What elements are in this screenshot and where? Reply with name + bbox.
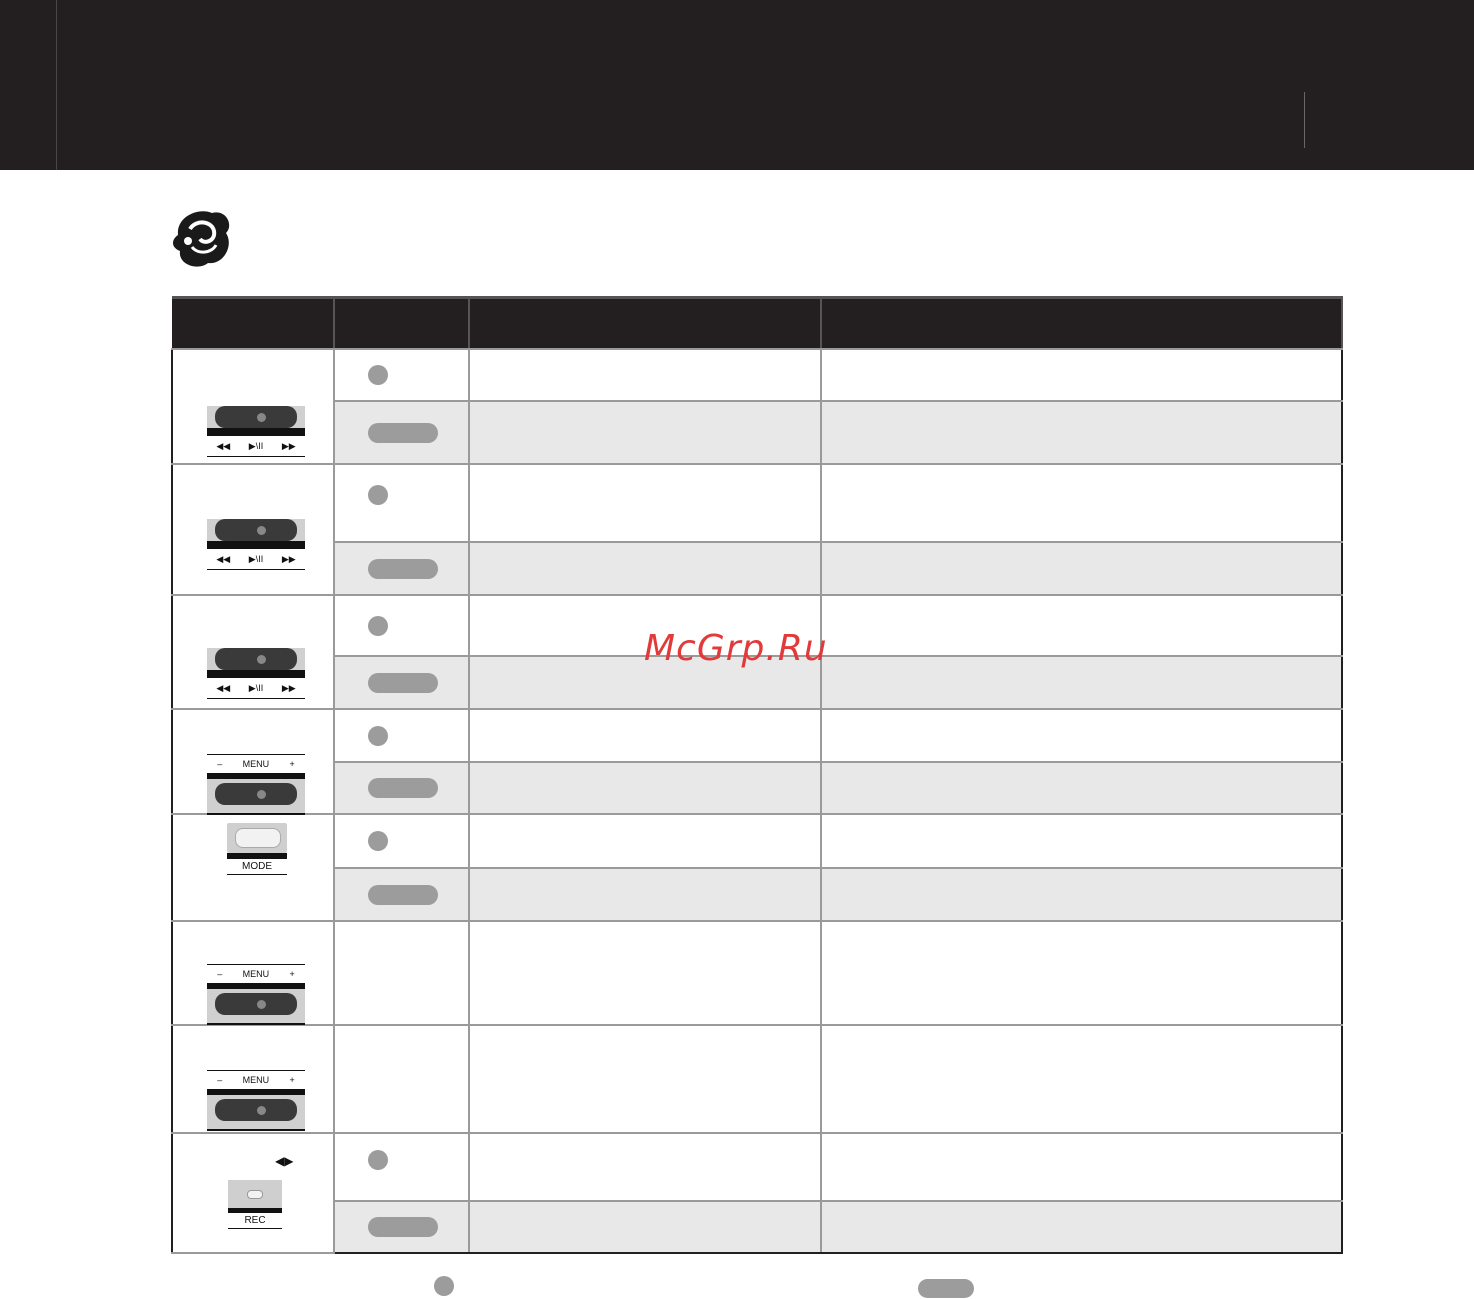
short-press-icon — [368, 1150, 388, 1170]
button-image-cell — [172, 595, 334, 709]
short-press-icon — [368, 365, 388, 385]
function-cell — [469, 401, 821, 464]
rocker-button-image — [207, 642, 305, 699]
long-press-icon — [368, 673, 438, 693]
press-cell — [334, 595, 469, 656]
menu-label: MENU — [242, 1075, 270, 1085]
press-cell — [334, 656, 469, 709]
header-divider-left — [56, 0, 57, 170]
menu-label: MENU — [242, 759, 270, 769]
short-press-icon — [368, 485, 388, 505]
description-cell — [821, 709, 1342, 762]
long-press-icon — [368, 778, 438, 798]
description-cell — [821, 542, 1342, 595]
plus-icon: + — [289, 759, 295, 769]
button-image-cell — [172, 921, 334, 1025]
header-cell-press — [334, 298, 469, 350]
minus-icon: – — [217, 759, 223, 769]
watermark-text: McGrp.Ru — [644, 628, 828, 669]
menu-button-image — [207, 964, 305, 1025]
description-cell — [821, 1201, 1342, 1253]
description-cell — [821, 1133, 1342, 1201]
function-cell — [469, 464, 821, 542]
header-cell-button — [172, 298, 334, 350]
long-press-icon — [368, 885, 438, 905]
table-row — [172, 868, 1342, 921]
rocker-button-image — [207, 513, 305, 570]
button-image-cell — [172, 464, 334, 595]
menu-label: MENU — [242, 969, 270, 979]
press-cell — [334, 464, 469, 542]
play-pause-icon: ▶\II — [248, 553, 264, 564]
function-cell — [469, 762, 821, 814]
mode-label: MODE — [227, 859, 287, 875]
rewind-icon: ◀◀ — [216, 682, 231, 693]
forward-icon: ▶▶ — [281, 682, 296, 693]
description-cell — [821, 595, 1342, 656]
press-cell — [334, 401, 469, 464]
button-image-cell — [172, 1025, 334, 1133]
table-header-row — [172, 298, 1342, 350]
description-cell — [821, 464, 1342, 542]
table-row — [172, 464, 1342, 542]
header-bar — [0, 0, 1474, 170]
function-cell — [469, 1201, 821, 1253]
function-cell — [469, 868, 821, 921]
table-row — [172, 709, 1342, 762]
minus-icon: – — [217, 969, 223, 979]
button-image-cell — [172, 349, 334, 464]
mode-button-image — [227, 823, 287, 875]
description-cell — [821, 401, 1342, 464]
long-press-icon — [368, 1217, 438, 1237]
description-cell — [821, 762, 1342, 814]
press-cell — [334, 1201, 469, 1253]
description-cell — [821, 656, 1342, 709]
press-cell — [334, 762, 469, 814]
description-cell — [821, 814, 1342, 868]
rocker-button-image — [207, 400, 305, 457]
legend-long-press-icon — [918, 1279, 974, 1298]
table-row — [172, 349, 1342, 401]
table-row — [172, 1025, 1342, 1133]
button-image-cell — [172, 709, 334, 814]
press-cell — [334, 1133, 469, 1201]
header-divider-right — [1304, 92, 1305, 148]
press-cell — [334, 814, 469, 868]
press-cell — [334, 868, 469, 921]
section-logo-icon — [168, 205, 234, 271]
press-cell — [334, 1025, 469, 1133]
short-press-icon — [368, 616, 388, 636]
rewind-icon: ◀◀ — [216, 440, 231, 451]
short-press-icon — [368, 726, 388, 746]
play-pause-icon: ▶\II — [248, 682, 264, 693]
button-image-cell — [172, 814, 334, 921]
description-cell — [821, 868, 1342, 921]
header-cell-description — [821, 298, 1342, 350]
table-row — [172, 401, 1342, 464]
table-row — [172, 1201, 1342, 1253]
button-function-table — [171, 296, 1343, 1254]
table-row — [172, 921, 1342, 1025]
description-cell — [821, 349, 1342, 401]
table-row — [172, 542, 1342, 595]
short-press-icon — [368, 831, 388, 851]
function-cell — [469, 709, 821, 762]
press-cell — [334, 349, 469, 401]
function-cell — [469, 542, 821, 595]
rec-label: REC — [228, 1213, 282, 1229]
header-cell-function — [469, 298, 821, 350]
menu-button-image — [207, 754, 305, 815]
long-press-icon — [368, 559, 438, 579]
button-image-cell — [172, 1133, 334, 1253]
legend-short-press-icon — [434, 1276, 454, 1296]
function-cell — [469, 1133, 821, 1201]
press-cell — [334, 921, 469, 1025]
forward-icon: ▶▶ — [281, 440, 296, 451]
function-cell — [469, 814, 821, 868]
press-cell — [334, 709, 469, 762]
forward-icon: ▶▶ — [281, 553, 296, 564]
function-cell — [469, 349, 821, 401]
rewind-icon: ◀◀ — [216, 553, 231, 564]
rec-button-image — [228, 1180, 282, 1229]
function-cell — [469, 921, 821, 1025]
table-row — [172, 762, 1342, 814]
play-pause-icon: ▶\II — [248, 440, 264, 451]
menu-button-image — [207, 1070, 305, 1131]
table-row — [172, 814, 1342, 868]
description-cell — [821, 1025, 1342, 1133]
table-row — [172, 1133, 1342, 1201]
plus-icon: + — [289, 1075, 295, 1085]
press-cell — [334, 542, 469, 595]
plus-icon: + — [289, 969, 295, 979]
description-cell — [821, 921, 1342, 1025]
function-cell — [469, 1025, 821, 1133]
long-press-icon — [368, 423, 438, 443]
minus-icon: – — [217, 1075, 223, 1085]
left-right-arrows-icon: ◀▶ — [275, 1154, 294, 1168]
